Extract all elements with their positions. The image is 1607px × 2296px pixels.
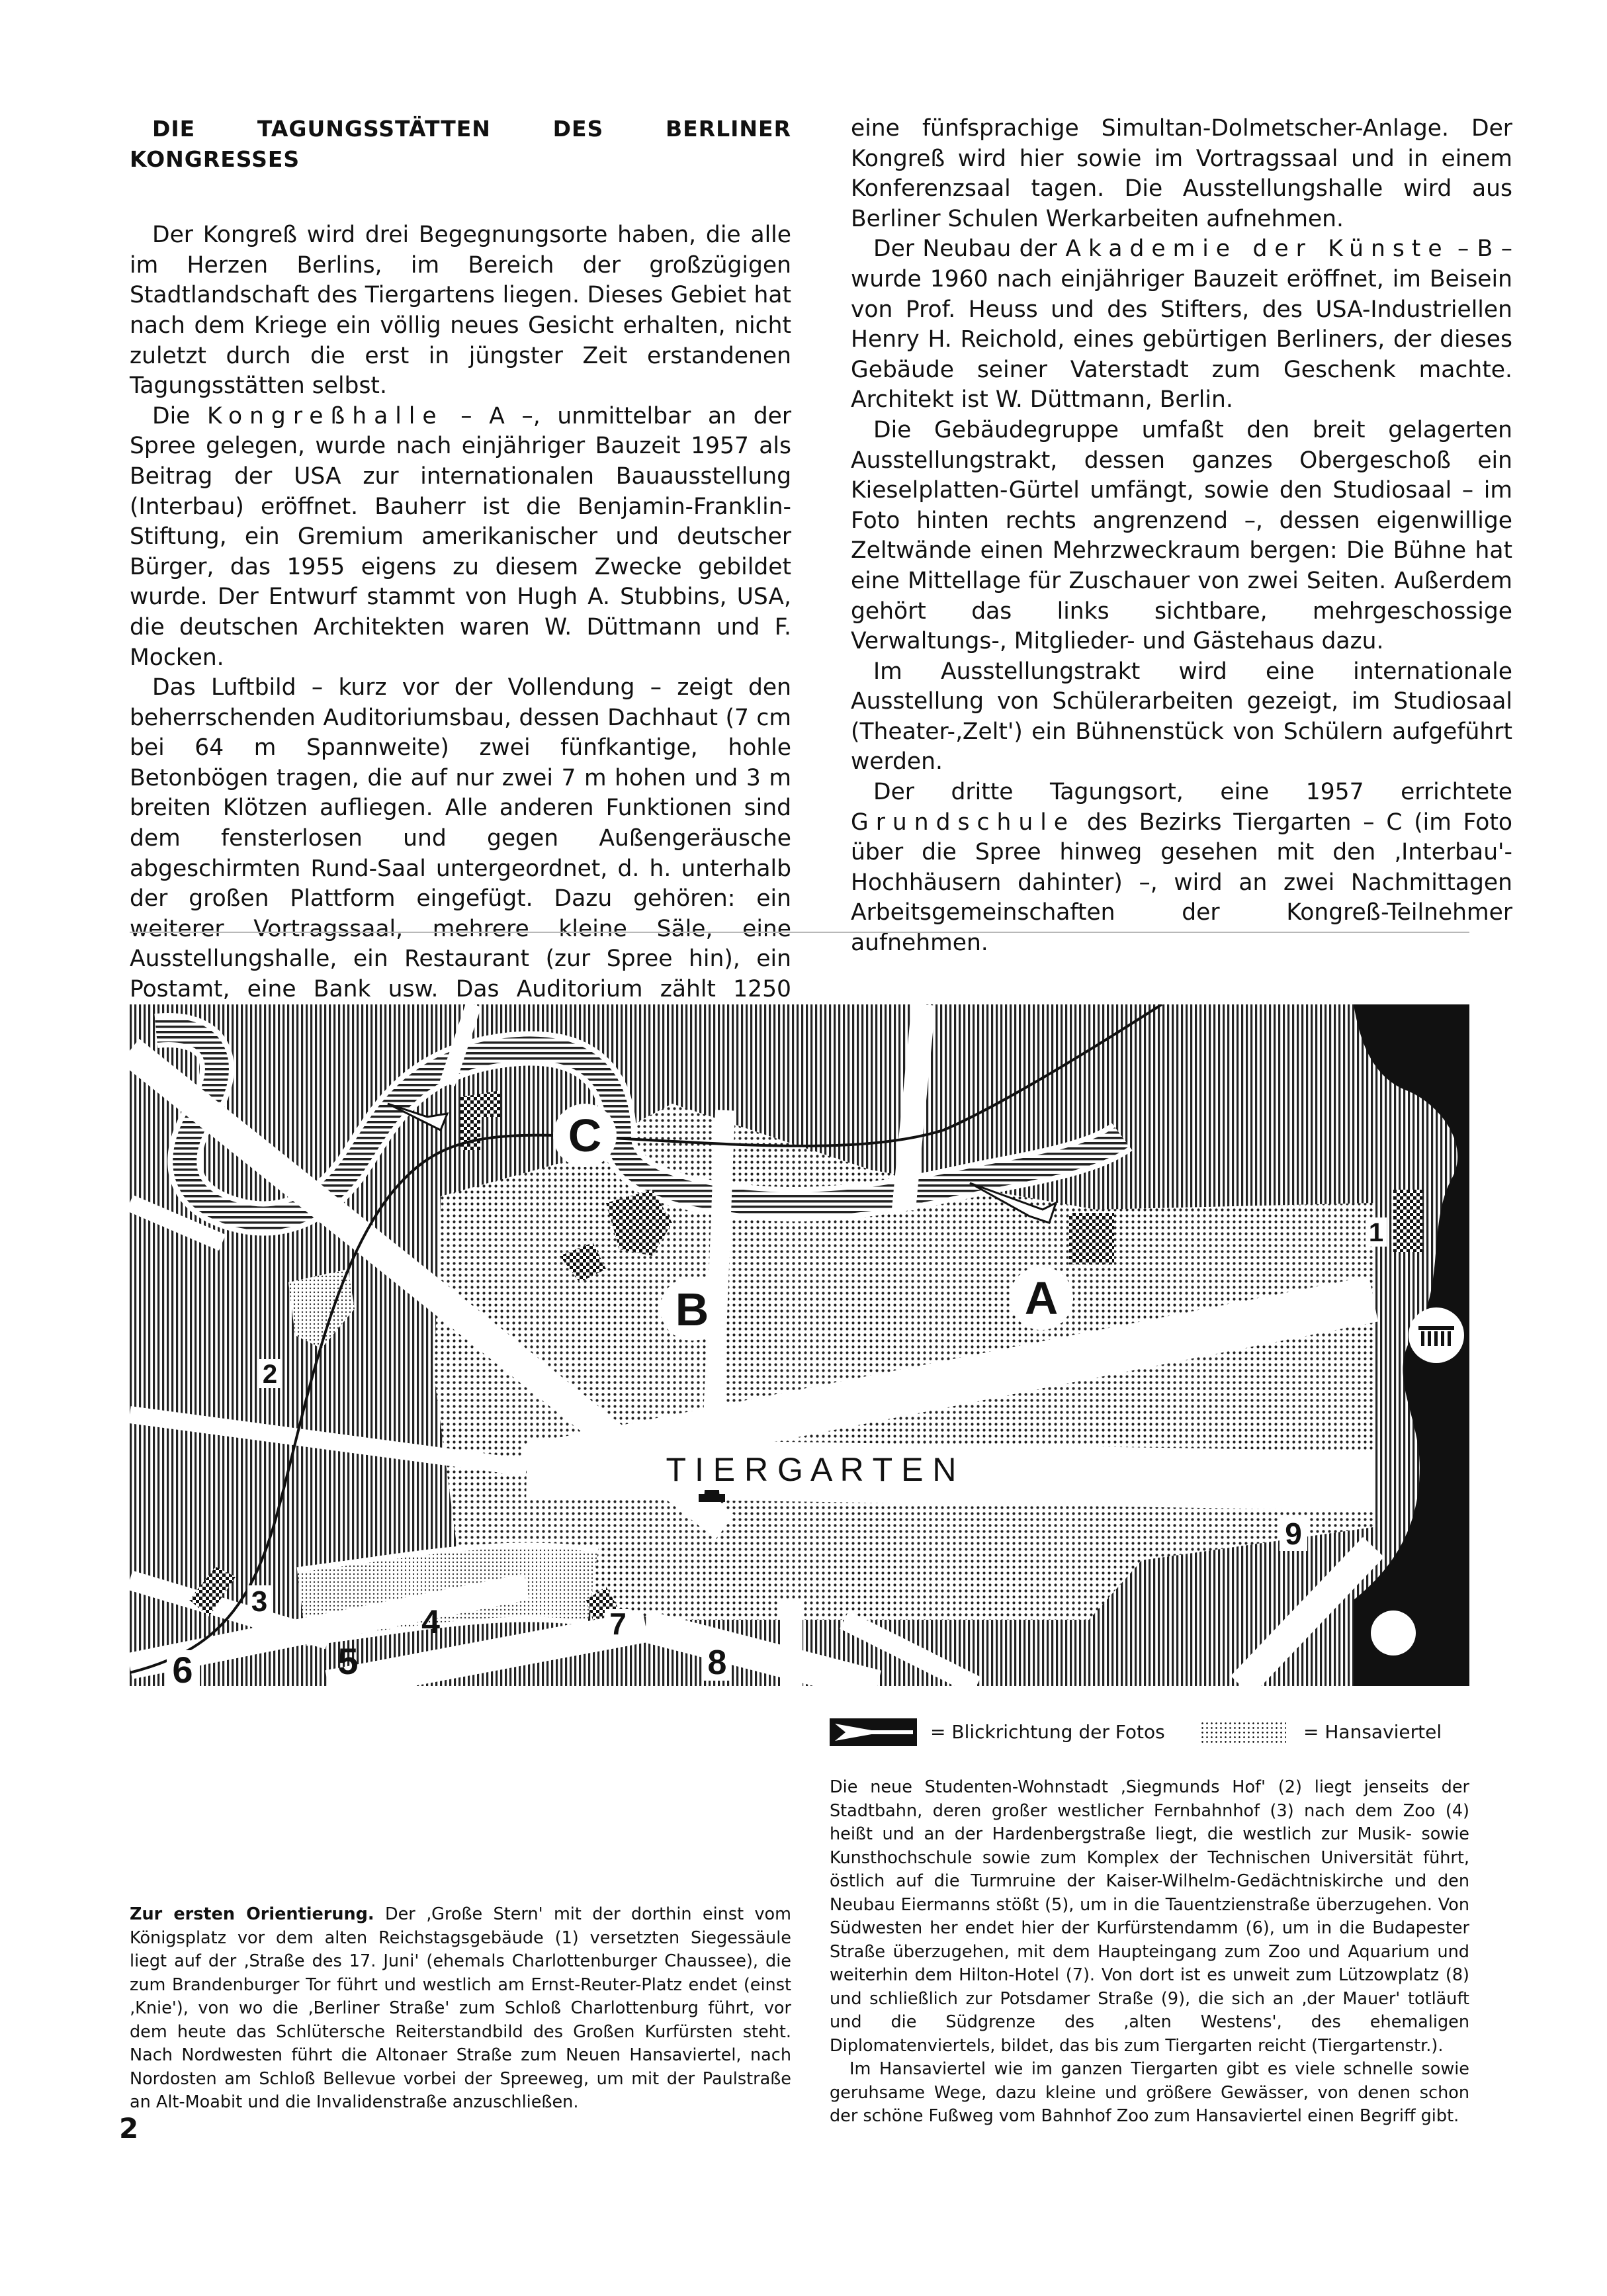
- map-label-b: B: [675, 1284, 709, 1335]
- paragraph-gebaeudegruppe: Die Gebäudegruppe umfaßt den breit gelagerten Ausstellungstrakt, dessen ganzes Obergeschoß ein Kieselplatten-Gürtel umfängt, sowie den Studiosaal – im Foto hinten rechts angrenzend –, dessen eigenwillige Zeltwände einen Mehrzweckraum bergen: Die Bühne hat eine Mittellage für Zuschauer von zwei Seiten. Außerdem gehört das links sichtbare, mehrgeschossige Verwaltungs-, Mitglieder- und Gästehaus dazu.: [851, 416, 1512, 655]
- photo-direction-arrow-icon: [830, 1718, 917, 1746]
- caption-left-paragraph: [130, 1903, 791, 2115]
- spaced-term-kongresshalle: Kongreßhalle: [207, 402, 444, 429]
- spaced-term-grundschule: Grundschule: [851, 809, 1076, 836]
- paragraph-continuation: eine fünfsprachige Simultan-Dolmetscher-Anlage. Der Kongreß wird hier sowie im Vortragssaal und in einem Konferenzsaal tagen. Die Ausstellungshalle wird aus Berliner Schulen Werkarbeiten aufnehmen.: [851, 115, 1512, 232]
- text-fragment: Die: [152, 402, 208, 429]
- text-fragment: Der dritte Tagungsort, eine 1957 errichtete: [873, 779, 1512, 806]
- map-number-7: 7: [609, 1607, 627, 1641]
- city-map-graphic: [130, 1004, 1469, 1686]
- map-number-8: 8: [707, 1644, 727, 1682]
- text-fragment: des Bezirks Tiergarten – C (im Foto über die Spree hinweg gesehen mit den ‚Interbau'-Hochhäusern dahinter) –, wird an zwei Nachmittagen Arbeitsgemeinschaften der Kongreß-Teilnehmer aufnehmen.: [851, 809, 1512, 957]
- map-label-c: C: [568, 1110, 602, 1161]
- paragraph-kongresshalle: [130, 402, 791, 673]
- map-caption-right: [830, 1776, 1469, 2129]
- text-fragment: Der Neubau der: [873, 236, 1066, 263]
- paragraph-ausstellungstrakt: Im Ausstellungstrakt wird eine internationale Ausstellung von Schülerarbeiten gezeigt, im Studiosaal (Theater-‚Zelt') ein Bühnenstück von Schülern aufgeführt werden.: [851, 658, 1512, 775]
- caption-right-paragraph-2: Im Hansaviertel wie im ganzen Tiergarten gibt es viele schnelle sowie geruhsame Wege, dazu kleine und größere Gewässer, von denen schon der schöne Fußweg vom Bahnhof Zoo zum Hansaviertel einen Begriff gibt.: [830, 2059, 1469, 2126]
- map-number-4: 4: [421, 1603, 440, 1640]
- dotted-area-pattern-icon: [1200, 1721, 1286, 1744]
- paragraph-intro: Der Kongreß wird drei Begegnungsorte haben, die alle im Herzen Berlins, im Bereich der großzügigen Stadtlandschaft des Tiergartens liegen. Dieses Gebiet hat nach dem Kriege ein völlig neues Gesicht erhalten, nicht zuletzt durch die erst in jüngster Zeit erstandenen Tagungsstätten selbst.: [130, 222, 791, 400]
- article-column-right: [851, 114, 1512, 959]
- map-number-6: 6: [172, 1649, 193, 1686]
- text-fragment: – B – wurde 1960 nach einjähriger Bauzeit eröffnet, im Beisein von Prof. Heuss und des Stifters, des USA-Industriellen Henry H. Reichold, eines gebürtigen Berliners, der dieses Gebäude seiner Vaterstadt zum Geschenk machte. Architekt ist W. Düttmann, Berlin.: [851, 236, 1513, 414]
- article-column-left: [130, 114, 791, 1035]
- map-caption-left: [130, 1903, 791, 2115]
- spaced-term-akademie: Akademie der Künste: [1065, 236, 1450, 263]
- reichstag-building: [1393, 1190, 1422, 1252]
- page-number: 2: [119, 2112, 139, 2144]
- brandenburg-gate-icon: [1418, 1326, 1454, 1346]
- paragraph-luftbild: Das Luftbild – kurz vor der Vollendung – zeigt den beherrschenden Auditoriumsbau, dessen Dachhaut (7 cm bei 64 m Spannweite) zwei fünfkantige, hohle Betonbögen tragen, die auf nur zwei 7 m hohen und 3 m breiten Klötzen aufliegen. Alle anderen Funktionen sind dem fensterlosen und gegen Außengeräusche abgeschirmten Rund-Saal untergeordnet, d. h. unterhalb der großen Plattform eingefügt. Dazu gehören: ein weiterer Vortragssaal, mehrere kleine Säle, eine Ausstellungshalle, ein Restaurant (zur Spree hin), ein Postamt, eine Bank usw. Das Auditorium zählt 1250: [130, 674, 791, 1003]
- caption-lead: Zur ersten Orientierung.: [130, 1904, 374, 1924]
- city-map: [130, 1004, 1469, 1686]
- siegessaeule-base: [699, 1494, 725, 1502]
- map-label-a: A: [1024, 1272, 1059, 1324]
- caption-text: Der ‚Große Stern' mit der dorthin einst vom Königsplatz vor dem alten Reichstagsgebäude (1) versetzten Siegessäule liegt auf der ‚Straße des 17. Juni' (ehemals Charlottenburger Chaussee), die zum Brandenburger Tor führt und westlich am Ernst-Reuter-Platz endet (einst ‚Knie'), von wo die ‚Berliner Straße' zum Schloß Charlottenburg führt, vor dem heute das Schlütersche Reiterstandbild des Großen Kurfürsten steht. Nach Nordwesten führt die Altonaer Straße zum Neuen Hansaviertel, nach Nordosten am Schloß Bellevue vorbei der Spreeweg, um mit der Paulstraße an Alt-Moabit und die Invalidenstraße anzuschließen.: [130, 1904, 791, 2112]
- map-legend: [830, 1717, 1469, 1747]
- article-heading: DIE TAGUNGSSTÄTTEN DES BERLINER KONGRESSES: [130, 116, 791, 172]
- map-number-2: 2: [262, 1360, 278, 1389]
- legend-photo-direction: = Blickrichtung der Fotos: [930, 1721, 1165, 1743]
- caption-right-paragraph-1: Die neue Studenten-Wohnstadt ‚Siegmunds Hof' (2) liegt jenseits der Stadtbahn, deren großer westlicher Fernbahnhof (3) nach dem Zoo (4) heißt und an der Hardenbergstraße liegt, die westlich zur Musik- sowie Kunsthochschule sowie zum Komplex der Technischen Universität führt, östlich auf die Turmruine der Kaiser-Wilhelm-Gedächtniskirche und den Neubau Eiermanns stößt (5), um in die Tauentzienstraße überzugehen. Von Südwesten her endet hier der Kurfürstendamm (6), um in die Budapester Straße überzugehen, mit dem Haupteingang zum Zoo und Aquarium und weiterhin dem Hilton-Hotel (7). Von dort ist es unweit zum Lützowplatz (8) und schließlich zur Potsdamer Straße (9), die sich an ‚der Mauer' totläuft und die Südgrenze des ‚alten Westens', des ehemaligen Diplomatenviertels, bildet, das bis zum Tiergarten reicht (Tiergartenstr.).: [830, 1777, 1469, 2056]
- section-divider: [130, 932, 1469, 933]
- text-fragment: – A –, unmittelbar an der Spree gelegen, wurde nach einjähriger Bauzeit 1957 als Beitrag der USA zur internationalen Bauausstellung (Interbau) eröffnet. Bauherr ist die Benjamin-Franklin-Stiftung, ein Gremium amerikanischer und deutscher Bürger, das 1955 eigens zu diesem Zwecke gebildet wurde. Der Entwurf stammt von Hugh A. Stubbins, USA, die deutschen Architekten waren W. Düttmann und F. Mocken.: [130, 402, 792, 671]
- paragraph-akademie: [851, 234, 1512, 416]
- map-number-1: 1: [1368, 1218, 1384, 1247]
- map-number-9: 9: [1285, 1517, 1302, 1551]
- legend-hansaviertel: = Hansaviertel: [1303, 1721, 1442, 1743]
- map-number-5: 5: [337, 1640, 359, 1682]
- map-number-3: 3: [251, 1585, 268, 1618]
- potsdamer-platz-circle: [1371, 1611, 1416, 1656]
- kongresshalle-building: [1069, 1213, 1114, 1264]
- map-label-tiergarten: T I E R G A R T E N: [666, 1451, 957, 1488]
